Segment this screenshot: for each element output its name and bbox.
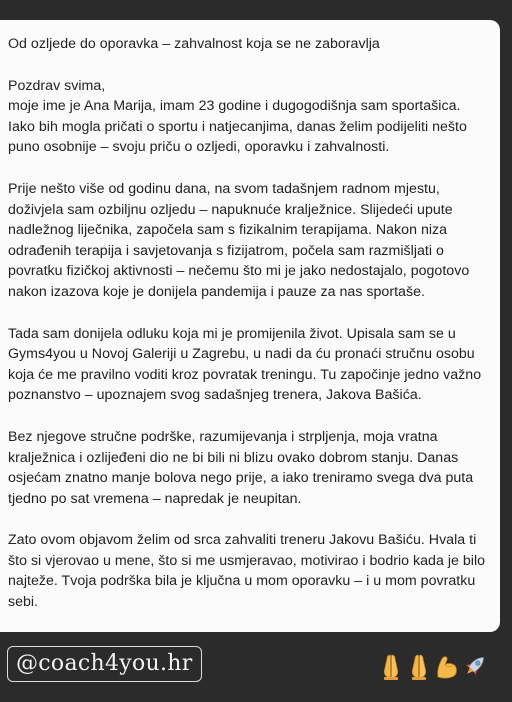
text-line: koja će me pravilno voditi kroz povratak treningu. Tu započinje jedno važno xyxy=(8,366,482,383)
paragraph-thanks xyxy=(8,530,486,612)
emoji-row xyxy=(378,648,488,684)
text-line: kralježnica i ozlijeđeni dio ne bi bili ni blizu ovako dobrom stanju. Danas xyxy=(8,449,459,466)
text-line: Gyms4you u Novoj Galeriji u Zagrebu, u nadi da ću pronaći stručnu osobu xyxy=(8,346,475,363)
paragraph-decision xyxy=(8,324,486,406)
story-footer xyxy=(0,636,512,702)
text-line: povratku fizičkoj aktivnosti – nečemu što mi je jako nedostajalo, pogotovo xyxy=(8,263,470,280)
paragraph-injury xyxy=(8,179,486,303)
paragraph-greeting xyxy=(8,76,486,158)
text-line: Iako bih mogla pričati o sportu i natjecanjima, danas želim podijeliti nešto xyxy=(8,118,467,135)
text-line: odrađenih terapija i savjetovanja s fizijatrom, počela sam razmišljati o xyxy=(8,242,444,259)
text-line: nadležnog liječnika, započela sam s fizikalnim terapijama. Nakon niza xyxy=(8,222,448,239)
text-line: najteže. Tvoja podrška bila je ključna u mom oporavku – i u mom povratku xyxy=(8,573,476,590)
text-line: Pozdrav svima, xyxy=(8,77,106,94)
text-line: nakon izazova koje je donijela pandemija i pauze za nas sportaše. xyxy=(8,283,425,300)
flexed-biceps-icon xyxy=(434,651,460,681)
text-line: moje ime je Ana Marija, imam 23 godine i dugogodišnja sam sportašica. xyxy=(8,98,461,115)
folded-hands-icon xyxy=(406,651,432,681)
text-line: Tada sam donijela odluku koja mi je promijenila život. Upisala sam se u xyxy=(8,325,456,342)
text-line: Bez njegove stručne podrške, razumijevanja i strpljenja, moja vratna xyxy=(8,428,438,445)
text-line: Prije nešto više od godinu dana, na svom tadašnjem radnom mjestu, xyxy=(8,180,440,197)
text-line: osjećam znatno manje bolova nego prije, a iako treniramo svega dva puta xyxy=(8,470,474,487)
text-card xyxy=(0,20,500,632)
paragraph-support xyxy=(8,427,486,509)
rocket-icon xyxy=(462,651,488,681)
text-line: poznanstvo – upoznajem svog sadašnjeg trenera, Jakova Bašića. xyxy=(8,387,422,404)
post-title: Od ozljede do oporavka – zahvalnost koja se ne zaboravlja xyxy=(8,36,380,52)
folded-hands-icon xyxy=(378,651,404,681)
text-line: tjedno po sat vremena – napredak je neupitan. xyxy=(8,490,302,507)
text-line: puno osobnije – svoju priču o ozljedi, oporavku i zahvalnosti. xyxy=(8,139,390,156)
text-line: što si vjerovao u mene, što si me usmjeravao, motivirao i bodrio kada je bilo xyxy=(8,552,486,569)
text-line: doživjela sam ozbiljnu ozljedu – napuknuće kralježnice. Slijedeći upute xyxy=(8,201,453,218)
mention-sticker[interactable]: @coach4you.hr xyxy=(7,646,202,682)
text-line: sebi. xyxy=(8,594,39,611)
text-line: Zato ovom objavom želim od srca zahvaliti treneru Jakovu Bašiću. Hvala ti xyxy=(8,532,477,549)
